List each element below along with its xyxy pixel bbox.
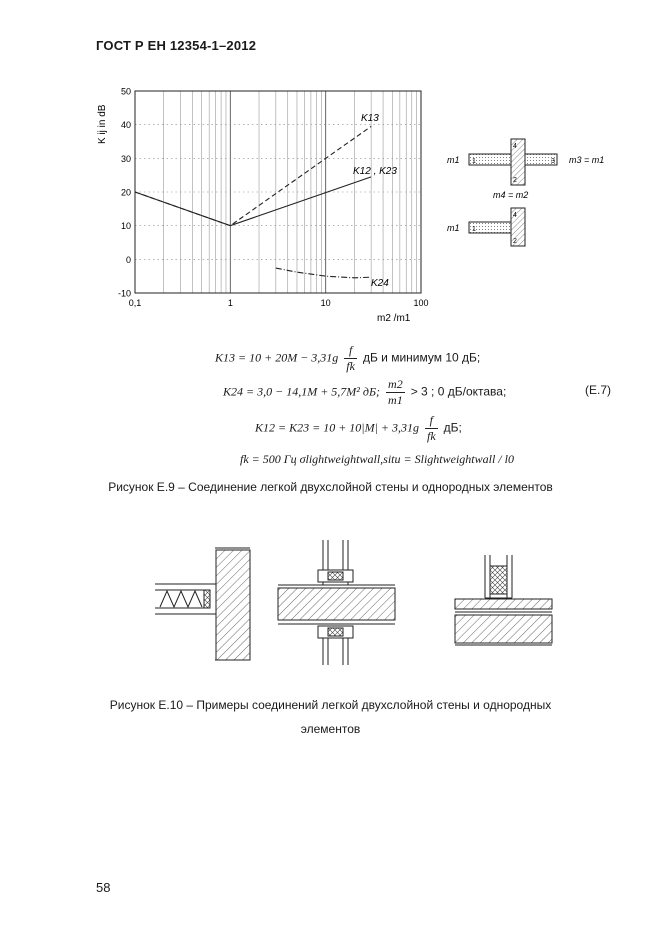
x-tick-label: 0,1 [128, 298, 142, 308]
m1-bottom-label: m1 [447, 223, 460, 233]
figure-e9-caption: Рисунок Е.9 – Соединение легкой двухслойной стены и однородных элементов [108, 480, 553, 494]
x-axis-ticks [129, 298, 429, 308]
formula-k24-tail: > 3 ; 0 дБ/октава; [410, 384, 507, 399]
example-3-junction [455, 555, 552, 645]
formula-k12-k23 [255, 413, 462, 444]
example-2-junction [278, 540, 395, 665]
equation-number: (E.7) [585, 383, 612, 397]
label-k12-k23: K12 , K23 [353, 166, 397, 177]
series-k12-k23 [135, 177, 371, 226]
formula-k13-tail: дБ и минимум 10 дБ; [362, 350, 481, 365]
x-tick-label: 1 [227, 298, 233, 308]
t-label-1: 1 [472, 226, 476, 233]
t-label-2: 2 [513, 238, 517, 245]
x-axis-label: m2 /m1 [377, 313, 411, 324]
y-tick-label: 40 [120, 120, 131, 131]
m3-equals-label: m3 = m1 [569, 155, 605, 165]
kij-chart [85, 84, 445, 334]
cross-label-3: 3 [551, 158, 555, 165]
y-tick-label: 30 [120, 153, 131, 164]
formula-k24 [223, 377, 506, 408]
standard-header: ГОСТ Р ЕН 12354-1–2012 [96, 38, 257, 53]
m4-equals-label: m4 = m2 [493, 190, 529, 200]
x-tick-label: 100 [413, 298, 429, 308]
formula-k24-body: K24 = 3,0 − 14,1M + 5,7M² дБ; [223, 384, 381, 399]
t-junction [447, 208, 525, 246]
example-1-junction [155, 548, 250, 660]
y-axis-label: K ij in dB [97, 104, 108, 144]
y-tick-label: 20 [120, 187, 131, 198]
y-tick-label: -10 [117, 288, 131, 299]
junction-examples-figure [150, 540, 560, 665]
label-k24: K24 [371, 278, 389, 289]
formula-fk: fk = 500 Гц σlightweightwall,situ = Slightweightwall / l0 [240, 452, 514, 466]
formula-k24-fraction: $\frac{m2}{m1}$ [388, 377, 403, 407]
formula-k12-body: K12 = K23 = 10 + 10|M| + 3,31g [255, 420, 419, 435]
formula-k13-body: K13 = 10 + 20M − 3,31g [215, 350, 339, 365]
formula-k12-fraction: $\frac{f}{fk}$ [427, 413, 436, 443]
figure-e10-caption-line1: Рисунок Е.10 – Примеры соединений легкой двухслойной стены и однородных [109, 698, 552, 712]
formula-k13 [215, 343, 480, 374]
m1-top-label: m1 [447, 155, 460, 165]
formula-k12-tail: дБ; [443, 420, 462, 435]
label-k13: K13 [361, 113, 379, 124]
y-tick-label: 10 [120, 221, 131, 232]
y-tick-label: 0 [125, 254, 131, 265]
cross-label-1: 1 [472, 158, 476, 165]
chart-series [135, 126, 371, 278]
t-label-4: 4 [513, 212, 517, 219]
y-tick-label: 50 [120, 86, 131, 97]
cross-label-2: 2 [513, 177, 517, 184]
x-tick-label: 10 [320, 298, 331, 308]
cross-label-4: 4 [513, 143, 517, 150]
junction-schematic [445, 132, 620, 257]
series-k13 [135, 126, 371, 225]
y-axis-ticks [118, 87, 131, 299]
cross-junction [447, 139, 604, 200]
figure-e10-caption-line2: элементов [300, 722, 361, 736]
series-k24 [276, 268, 371, 278]
page-number: 58 [96, 880, 111, 895]
formula-k13-fraction: $\frac{f}{fk}$ [346, 343, 355, 373]
